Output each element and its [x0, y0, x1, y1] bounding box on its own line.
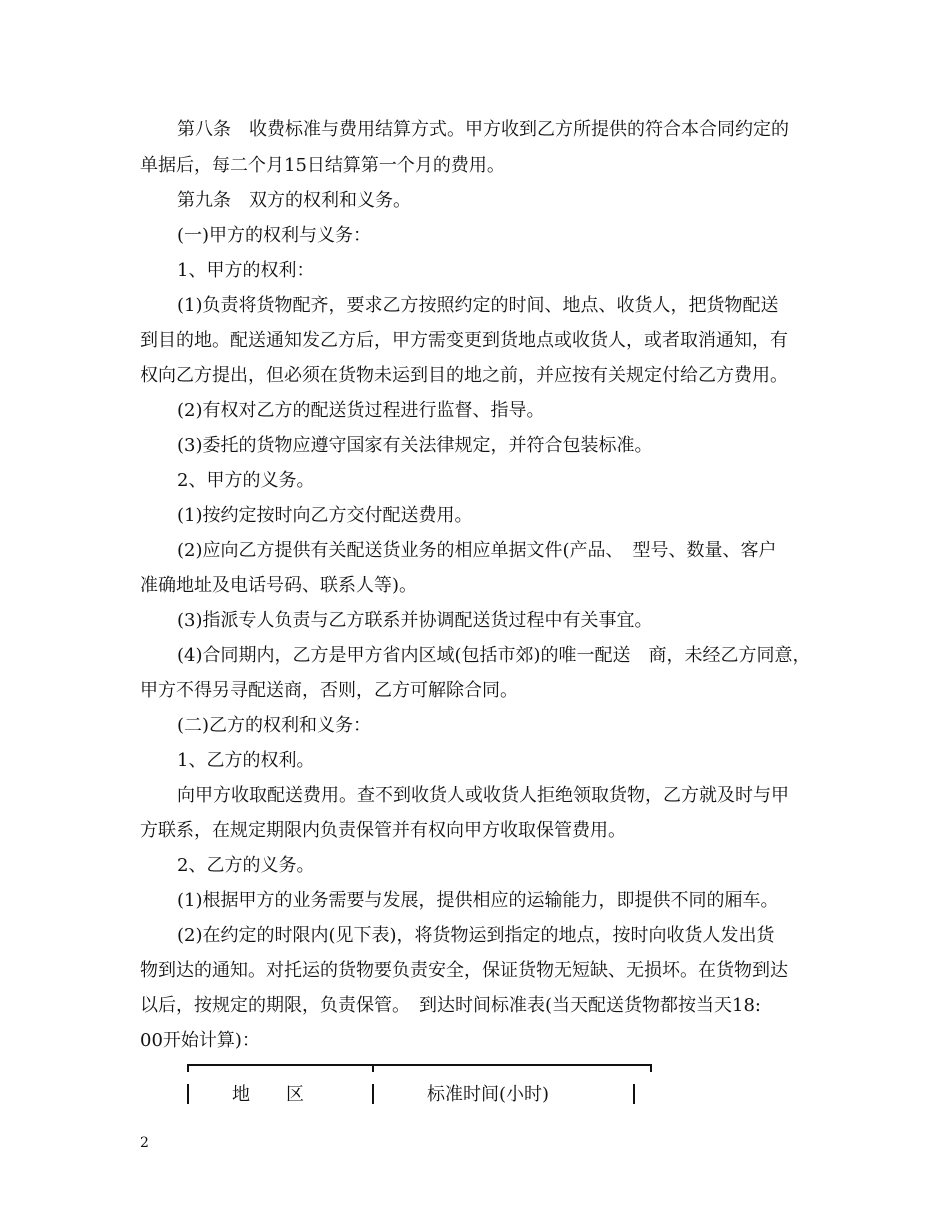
table-corner-right	[650, 1064, 652, 1072]
text-line: (3)指派专人负责与乙方联系并协调配送货过程中有关事宜。	[177, 610, 653, 631]
text-line: 2、甲方的义务。	[177, 470, 315, 491]
text-line: (一)甲方的权利与义务：	[177, 225, 372, 246]
text-line: 准确地址及电话号码、联系人等)。	[140, 575, 418, 596]
table-divider-top	[372, 1064, 374, 1072]
text-line: 00开始计算)：	[140, 1030, 260, 1051]
text-line: 到目的地。配送通知发乙方后，甲方需变更到货地点或收货人，或者取消通知，有	[140, 330, 788, 351]
text-line: 单据后，每二个月15日结算第一个月的费用。	[140, 155, 505, 176]
table-header-region: 地 区	[232, 1084, 304, 1105]
text-line: 物到达的通知。对托运的货物要负责安全，保证货物无短缺、无损坏。在货物到达	[140, 960, 788, 981]
text-line: (2)应向乙方提供有关配送货业务的相应单据文件(产品、 型号、数量、客户	[177, 540, 777, 561]
text-line: 第八条 收费标准与费用结算方式。甲方收到乙方所提供的符合本合同约定的	[177, 119, 789, 140]
text-line: (1)按约定按时向乙方交付配送费用。	[177, 505, 473, 526]
table-top-border	[187, 1064, 652, 1066]
text-line: (二)乙方的权利和义务：	[177, 715, 372, 736]
text-line: 向甲方收取配送费用。查不到收货人或收货人拒绝领取货物，乙方就及时与甲	[177, 785, 789, 806]
text-line: (1)根据甲方的业务需要与发展，提供相应的运输能力，即提供不同的厢车。	[177, 890, 779, 911]
text-line: 以后，按规定的期限，负责保管。 到达时间标准表(当天配送货物都按当天18:	[140, 995, 761, 1016]
text-line: 第九条 双方的权利和义务。	[177, 190, 411, 211]
text-line: (2)在约定的时限内(见下表)，将货物运到指定的地点，按时向收货人发出货	[177, 925, 775, 946]
text-line: 1、甲方的权利：	[177, 260, 315, 281]
text-line: (1)负责将货物配齐，要求乙方按照约定的时间、地点、收货人，把货物配送	[177, 295, 779, 316]
text-line: 甲方不得另寻配送商，否则，乙方可解除合同。	[140, 680, 518, 701]
table-right-border	[633, 1084, 635, 1104]
table-left-border	[187, 1084, 189, 1104]
page-number: 2	[140, 1135, 149, 1151]
table-corner-left	[187, 1064, 189, 1072]
text-line: (3)委托的货物应遵守国家有关法律规定，并符合包装标准。	[177, 435, 653, 456]
table-header-standard-time: 标准时间(小时)	[427, 1084, 550, 1105]
text-line: 1、乙方的权利。	[177, 750, 315, 771]
text-line: 方联系，在规定期限内负责保管并有权向甲方收取保管费用。	[140, 820, 626, 841]
text-line: (2)有权对乙方的配送货过程进行监督、指导。	[177, 400, 545, 421]
text-line: (4)合同期内，乙方是甲方省内区域(包括市郊)的唯一配送 商，未经乙方同意，	[177, 645, 811, 666]
text-line: 2、乙方的义务。	[177, 855, 315, 876]
table-column-divider	[372, 1084, 374, 1104]
text-line: 权向乙方提出，但必须在货物未运到目的地之前，并应按有关规定付给乙方费用。	[140, 365, 788, 386]
